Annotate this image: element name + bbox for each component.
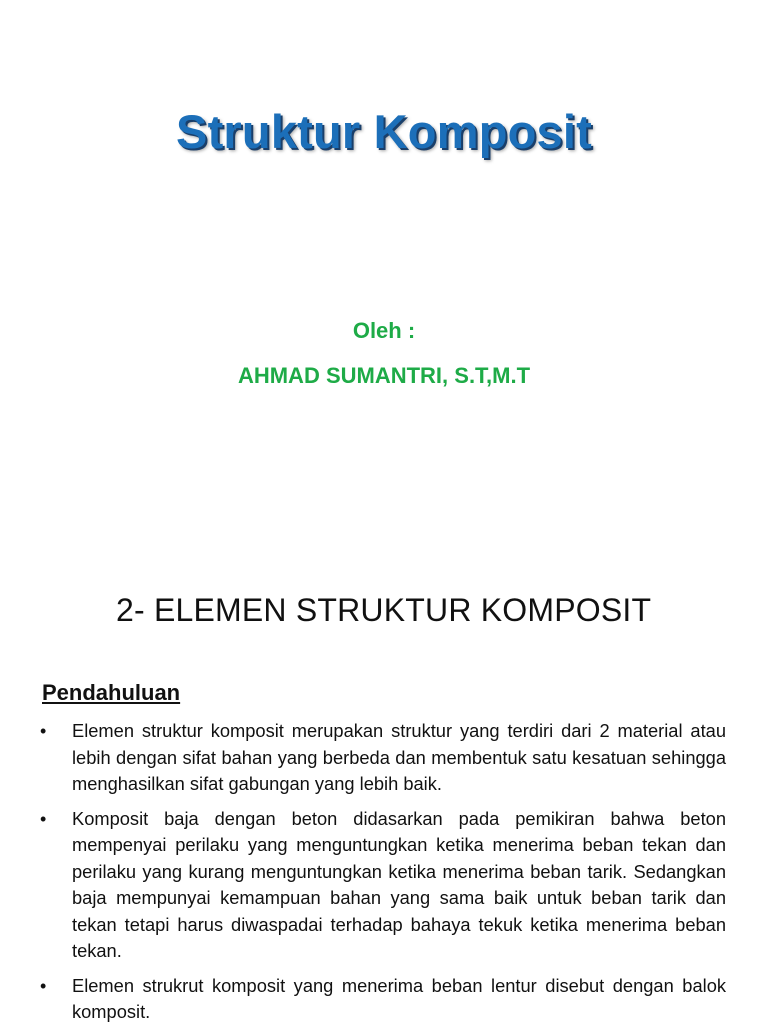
section-title: 2- ELEMEN STRUKTUR KOMPOSIT bbox=[116, 592, 652, 628]
author-name: AHMAD SUMANTRI, S.T,M.T bbox=[237, 363, 531, 388]
content-slide bbox=[0, 540, 768, 1024]
bullet-icon: • bbox=[40, 808, 47, 829]
bullet-text: Elemen struktur komposit merupakan struktur yang terdiri dari 2 material atau lebih dengan sifat bahan yang berbeda dan membentuk satu kesatuan sehingga menghasilkan sifat gabungan yang lebih baik. bbox=[72, 720, 726, 794]
bullet-icon: • bbox=[40, 975, 47, 996]
bullet-text: Komposit baja dengan beton didasarkan pada pemikiran bahwa beton mempenyai perilaku yang menguntungkan ketika menerima beban tekan dan perilaku yang kurang menguntungkan ketika menerima beban tarik. Sedangkan baja mempunyai kemampuan bahan yang sama baik untuk beban tarik dan tekan tetapi harus diwaspadai terhadap bahaya tekuk ketika menerima beban tekan. bbox=[72, 807, 726, 961]
bullet-text: Elemen strukrut komposit yang menerima beban lentur disebut dengan balok komposit. bbox=[72, 974, 726, 1022]
list-item bbox=[40, 806, 726, 965]
bullet-list bbox=[40, 718, 726, 1024]
author-label: Oleh : bbox=[352, 318, 416, 343]
subheading-pendahuluan: Pendahuluan bbox=[42, 680, 181, 705]
bullet-icon: • bbox=[40, 721, 47, 741]
list-item bbox=[40, 973, 726, 1024]
presentation-title: Struktur Komposit bbox=[176, 105, 592, 158]
list-item bbox=[40, 718, 726, 798]
